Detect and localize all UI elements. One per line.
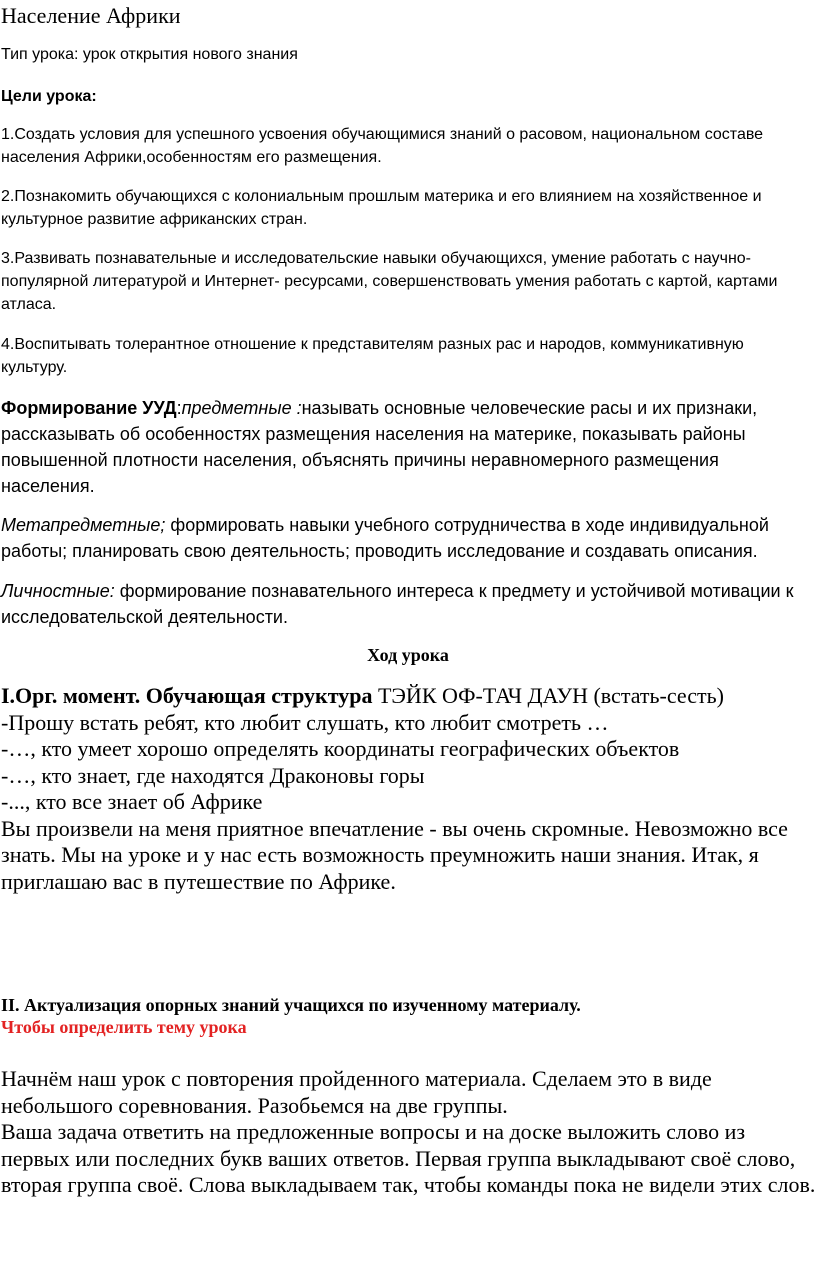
section1-block — [1, 683, 816, 895]
section1-line-1: -Прошу встать ребят, кто любит слушать, кто любит смотреть … — [1, 709, 609, 735]
section2-heading: II. Актуализация опорных знаний учащихся по изученному материалу. — [1, 995, 581, 1015]
uud-personal-text: формирование познавательного интереса к предмету и устойчивой мотивации к исследовательской деятельности. — [1, 581, 794, 627]
uud-subject-text: называть основные человеческие расы и их признаки, рассказывать об особенностях размещения населения на материке, показывать районы повышенной плотности населения, объяснять причины неравномерного размещения населения. — [1, 398, 758, 496]
uud-label: Формирование УУД — [1, 398, 177, 418]
uud-colon: : — [176, 398, 182, 418]
goals-heading: Цели урока: — [1, 88, 97, 105]
lesson-type: Тип урока: урок открытия нового знания — [1, 46, 298, 63]
uud-meta-text: формировать навыки учебного сотрудничества в ходе индивидуальной работы; планировать свою деятельность; проводить исследование и создавать описания. — [1, 515, 769, 561]
section1-line-3: -…, кто знает, где находятся Драконовы горы — [1, 762, 425, 788]
uud-subject-paragraph — [1, 395, 816, 499]
goal-item-1: 1.Создать условия для успешного усвоения обучающимися знаний о расовом, национальном составе населения Африки,особенностям его размещения. — [1, 126, 764, 166]
goal-item-4: 4.Воспитывать толерантное отношение к представителям разных рас и народов, коммуникативную культуру. — [1, 336, 744, 376]
section1-heading-rest: ТЭЙК ОФ-ТАЧ ДАУН (встать-сесть) — [372, 683, 724, 708]
document-title: Население Африки — [1, 3, 181, 28]
goal-item-3: 3.Развивать познавательные и исследовательские навыки обучающихся, умение работать с научно-популярной литературой и Интернет- ресурсами, совершенствовать умения работать с картой, картами атласа. — [1, 250, 778, 313]
uud-meta-paragraph — [1, 512, 816, 564]
uud-meta-label: Метапредметные; — [1, 515, 166, 535]
section2-subheading: Чтобы определить тему урока — [1, 1017, 247, 1037]
goal-item-2: 2.Познакомить обучающихся с колониальным прошлым материка и его влиянием на хозяйственное и культурное развитие африканских стран. — [1, 188, 762, 228]
section1-heading — [1, 683, 816, 710]
uud-personal-paragraph — [1, 578, 816, 630]
section2-body — [1, 1066, 816, 1199]
uud-personal-label: Личностные: — [1, 581, 115, 601]
section2-heading-block — [1, 994, 816, 1038]
section1-line-5: Вы произвели на меня приятное впечатление - вы очень скромные. Невозможно все знать. Мы на уроке и у нас есть возможность преумножить наши знания. Итак, я приглашаю вас в путешествие по Африке. — [1, 815, 788, 894]
section1-heading-bold: I.Орг. момент. Обучающая структура — [1, 683, 373, 708]
section1-line-4: -..., кто все знает об Африке — [1, 789, 263, 814]
uud-subject-label: предметные : — [181, 398, 302, 418]
section1-line-2: -…, кто умеет хорошо определять координаты географических объектов — [1, 736, 680, 761]
section2-paragraph-2: Ваша задача ответить на предложенные вопросы и на доске выложить слово из первых или последних букв ваших ответов. Первая группа выкладывают своё слово, вторая группа своё. Слова выкладываем так, чтобы команды пока не видели этих слов. — [1, 1119, 816, 1197]
section2-paragraph-1: Начнём наш урок с повторения пройденного материала. Сделаем это в виде небольшого соревнования. Разобьемся на две группы. — [1, 1066, 712, 1118]
lesson-flow-heading: Ход урока — [367, 645, 449, 665]
